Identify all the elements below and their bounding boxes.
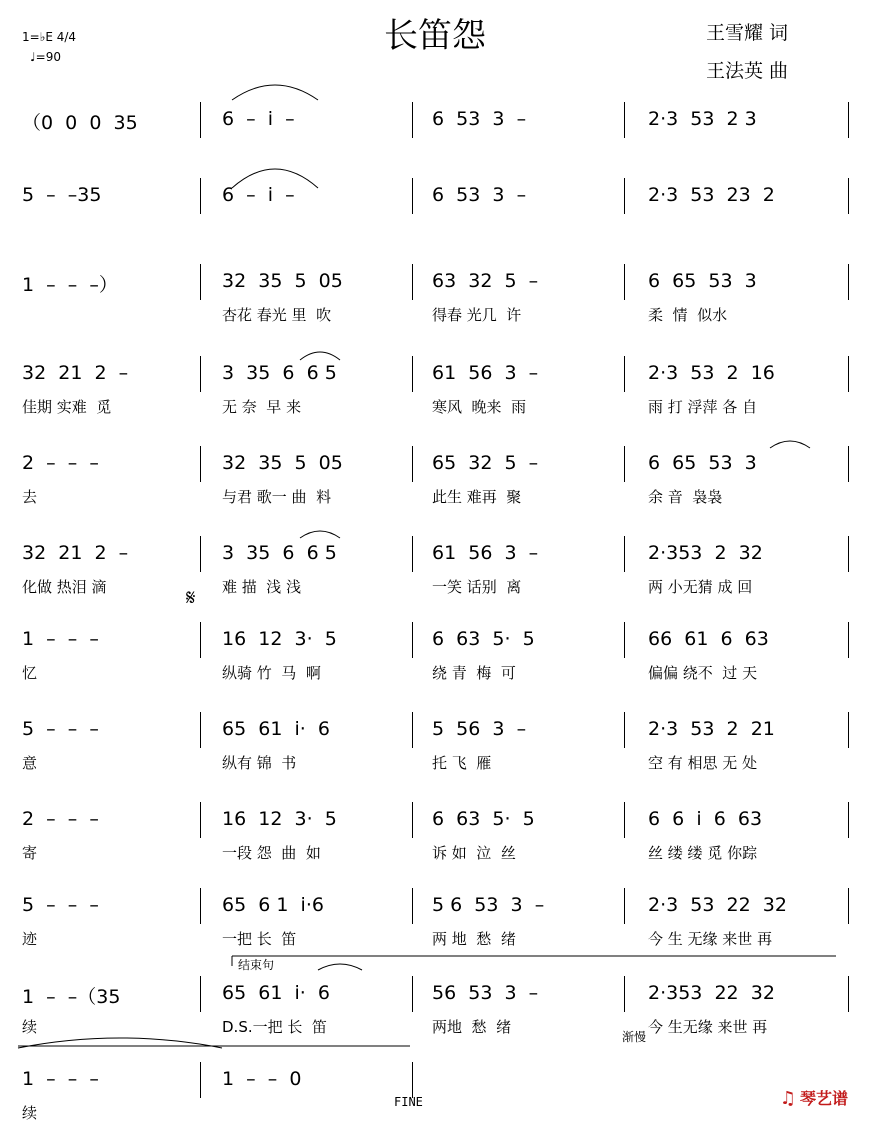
measure-lyrics: 化做 热泪 滴 bbox=[22, 578, 107, 596]
measure-notes: 65 61 i· 6 bbox=[222, 982, 330, 1004]
ending-label: 结束句 bbox=[238, 958, 275, 972]
measure-notes: 66 61 6 63 bbox=[648, 628, 769, 650]
ritardando-marking: 渐慢 bbox=[622, 1030, 647, 1044]
measure-lyrics: 去 bbox=[22, 488, 38, 506]
measure-notes: 16 12 3· 5 bbox=[222, 628, 337, 650]
measure-notes: 61 56 3 – bbox=[432, 542, 539, 564]
measure-lyrics: 杏花 春光 里 吹 bbox=[222, 306, 332, 324]
measure-notes: 32 35 5 05 bbox=[222, 270, 343, 292]
measure-notes: 32 35 5 05 bbox=[222, 452, 343, 474]
measure-notes: 6 53 3 – bbox=[432, 184, 527, 206]
measure-notes: 56 53 3 – bbox=[432, 982, 539, 1004]
measure-lyrics: 寄 bbox=[22, 844, 38, 862]
measure-notes: 65 61 i· 6 bbox=[222, 718, 330, 740]
measure-notes: 6 6 i 6 63 bbox=[648, 808, 763, 830]
measure-lyrics: 寒风 晚来 雨 bbox=[432, 398, 527, 416]
fine-marking: FINE bbox=[394, 1095, 423, 1109]
logo-text: 琴艺谱 bbox=[799, 1089, 848, 1108]
slur-mark bbox=[318, 964, 362, 970]
measure-notes: 1 – – – bbox=[22, 628, 99, 650]
measure-lyrics: 续 bbox=[22, 1104, 38, 1122]
measure-notes: 6 65 53 3 bbox=[648, 452, 757, 474]
measure-lyrics: 柔 情 似水 bbox=[648, 306, 728, 324]
measure-lyrics: 无 奈 早 来 bbox=[222, 398, 302, 416]
measure-lyrics: 得春 光几 许 bbox=[432, 306, 522, 324]
measure-lyrics: 诉 如 泣 丝 bbox=[432, 844, 516, 862]
measure-notes: 1 – –（35 bbox=[22, 986, 121, 1008]
measure-notes: 6 63 5· 5 bbox=[432, 628, 535, 650]
measure-lyrics: 忆 bbox=[22, 664, 38, 682]
measure-notes: 61 56 3 – bbox=[432, 362, 539, 384]
measure-lyrics: 两 小无猜 成 回 bbox=[648, 578, 753, 596]
measure-notes: （0 0 0 35 bbox=[22, 112, 138, 134]
segno-sign: 𝄋 bbox=[186, 586, 196, 611]
measure-notes: 3 35 6 6 5 bbox=[222, 362, 337, 384]
measure-notes: 5 – – – bbox=[22, 718, 99, 740]
music-note-icon: ♫ bbox=[779, 1088, 796, 1109]
song-title: 长笛怨 bbox=[384, 16, 486, 56]
measure-lyrics: 难 描 浅 浅 bbox=[222, 578, 302, 596]
measure-notes: 2·3 53 23 2 bbox=[648, 184, 775, 206]
measure-notes: 2·3 53 22 32 bbox=[648, 894, 787, 916]
measure-lyrics: 续 bbox=[22, 1018, 38, 1036]
measure-lyrics: 一笑 话别 离 bbox=[432, 578, 522, 596]
measure-notes: 2·353 2 32 bbox=[648, 542, 763, 564]
measure-lyrics: 托 飞 雁 bbox=[432, 754, 492, 772]
measure-notes: 2 – – – bbox=[22, 452, 99, 474]
measure-lyrics: 纵有 锦 书 bbox=[222, 754, 297, 772]
measure-lyrics: 空 有 相思 无 处 bbox=[648, 754, 758, 772]
measure-notes: 2·3 53 2 21 bbox=[648, 718, 775, 740]
measure-notes: 32 21 2 – bbox=[22, 542, 129, 564]
measure-notes: 16 12 3· 5 bbox=[222, 808, 337, 830]
measure-notes: 32 21 2 – bbox=[22, 362, 129, 384]
measure-lyrics: 两地 愁 绪 bbox=[432, 1018, 512, 1036]
key-signature: 1=♭E 4/4 bbox=[22, 30, 77, 44]
measure-notes: 2·3 53 2 3 bbox=[648, 108, 757, 130]
measure-notes: 6 63 5· 5 bbox=[432, 808, 535, 830]
measure-notes: 1 – – –） bbox=[22, 274, 118, 296]
measure-lyrics: 纵骑 竹 马 啊 bbox=[222, 664, 321, 682]
composer-credit: 王法英 曲 bbox=[706, 60, 789, 82]
measure-notes: 5 – –35 bbox=[22, 184, 102, 206]
slur-mark bbox=[232, 85, 318, 100]
measure-lyrics: 余 音 袅袅 bbox=[648, 488, 723, 506]
measure-notes: 1 – – 0 bbox=[222, 1068, 302, 1090]
measure-notes: 2 – – – bbox=[22, 808, 99, 830]
measure-notes: 2·353 22 32 bbox=[648, 982, 775, 1004]
measure-notes: 3 35 6 6 5 bbox=[222, 542, 337, 564]
tempo-marking: ♩=90 bbox=[30, 50, 61, 64]
slur-mark bbox=[770, 441, 810, 448]
measure-notes: 5 56 3 – bbox=[432, 718, 527, 740]
measure-notes: 6 53 3 – bbox=[432, 108, 527, 130]
measure-notes: 6 – i – bbox=[222, 184, 295, 206]
measure-lyrics: 佳期 实难 觅 bbox=[22, 398, 112, 416]
measure-notes: 2·3 53 2 16 bbox=[648, 362, 775, 384]
measure-lyrics: 偏偏 绕不 过 天 bbox=[648, 664, 758, 682]
slur-mark bbox=[300, 531, 340, 538]
slur-mark bbox=[300, 352, 340, 360]
measure-lyrics: 绕 青 梅 可 bbox=[432, 664, 516, 682]
measure-lyrics: 两 地 愁 绪 bbox=[432, 930, 516, 948]
measure-notes: 65 6 1 i·6 bbox=[222, 894, 324, 916]
measure-lyrics: 一段 怨 曲 如 bbox=[222, 844, 321, 862]
measure-lyrics: 此生 难再 聚 bbox=[432, 488, 522, 506]
measure-lyrics: 雨 打 浮萍 各 自 bbox=[648, 398, 758, 416]
measure-lyrics: 意 bbox=[22, 754, 38, 772]
measure-lyrics: 一把 长 笛 bbox=[222, 930, 297, 948]
measure-lyrics: 丝 缕 缕 觅 你踪 bbox=[648, 844, 758, 862]
measure-lyrics: 今 生无缘 来世 再 bbox=[648, 1018, 768, 1036]
measure-lyrics: 今 生 无缘 来世 再 bbox=[648, 930, 773, 948]
slur-mark bbox=[232, 169, 318, 188]
measure-notes: 5 6 53 3 – bbox=[432, 894, 545, 916]
lyricist-credit: 王雪耀 词 bbox=[706, 22, 789, 44]
measure-lyrics: D.S.一把 长 笛 bbox=[222, 1018, 327, 1036]
measure-notes: 63 32 5 – bbox=[432, 270, 539, 292]
measure-notes: 6 – i – bbox=[222, 108, 295, 130]
measure-notes: 5 – – – bbox=[22, 894, 99, 916]
measure-lyrics: 与君 歌一 曲 料 bbox=[222, 488, 332, 506]
measure-notes: 1 – – – bbox=[22, 1068, 99, 1090]
measure-notes: 65 32 5 – bbox=[432, 452, 539, 474]
site-logo bbox=[780, 1086, 848, 1109]
measure-lyrics: 迹 bbox=[22, 930, 38, 948]
measure-notes: 6 65 53 3 bbox=[648, 270, 757, 292]
